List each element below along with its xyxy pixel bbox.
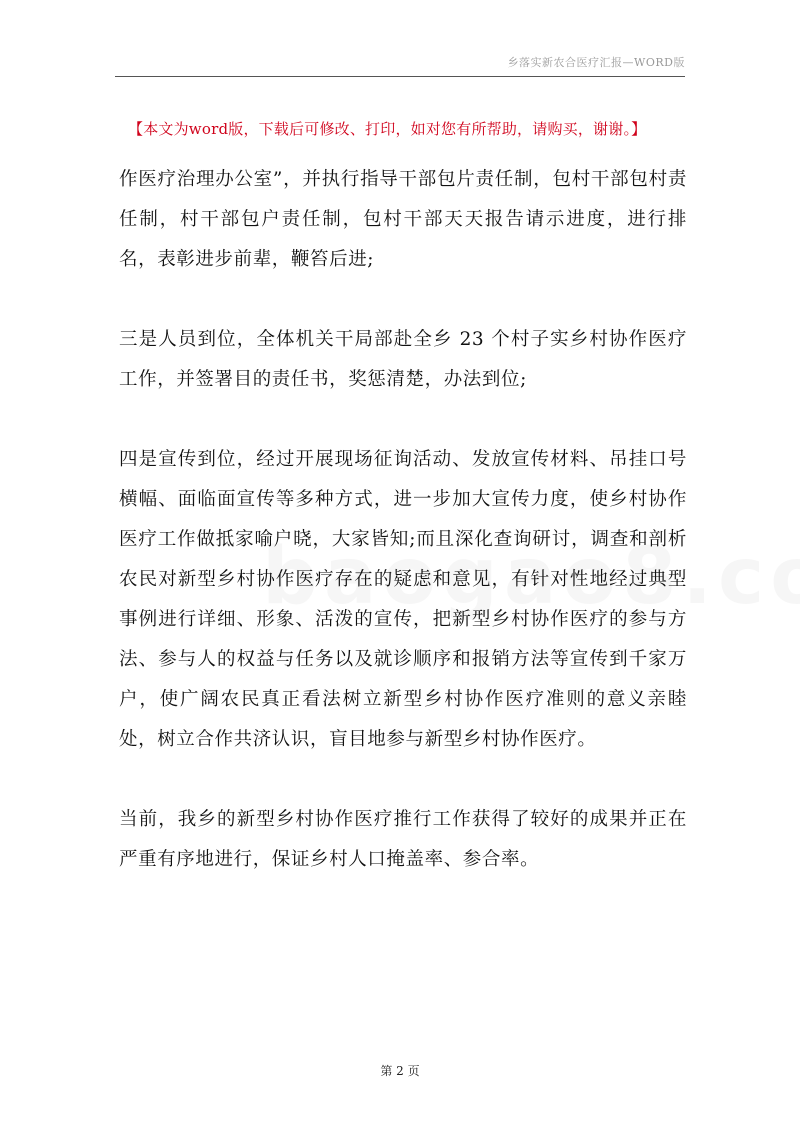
header-title: 乡落实新农合医疗汇报—WORD版 bbox=[507, 56, 685, 69]
paragraph-publicity: 四是宣传到位，经过开展现场征询活动、发放宣传材料、吊挂口号横幅、面临面宣传等多种方式，进一步加大宣传力度，使乡村协作医疗工作做抵家喻户晓，大家皆知;而且深化查询研讨，调查和剖析农民对新型乡村协作医疗存在的疑虑和意见，有针对性地经过典型事例进行详细、形象、活泼的宣传，把新型乡村协作医疗的参与方法、参与人的权益与任务以及就诊顺序和报销方法等宣传到千家万户，使广阔农民真正看法树立新型乡村协作医疗准则的意义亲睦处，树立合作共济认识，盲目地参与新型乡村协作医疗。 bbox=[119, 449, 687, 750]
download-notice: 【本文为word版，下载后可修改、打印，如对您有所帮助，请购买，谢谢。】 bbox=[128, 120, 647, 138]
paragraph-responsibility: 作医疗治理办公室”，并执行指导干部包片责任制，包村干部包村责任制，村干部包户责任制，包村干部天天报告请示进度，进行排名，表彰进步前辈，鞭笞后进; bbox=[119, 169, 687, 270]
document-body bbox=[119, 160, 687, 880]
page-header bbox=[115, 54, 685, 77]
paragraph-current-status: 当前，我乡的新型乡村协作医疗推行工作获得了较好的成果并正在严重有序地进行，保证乡村人口掩盖率、参合率。 bbox=[119, 809, 687, 870]
paragraph-personnel: 三是人员到位，全体机关干局部赴全乡 23 个村子实乡村协作医疗工作，并签署目的责任书，奖惩清楚，办法到位; bbox=[119, 329, 687, 390]
page-number: 第 2 页 bbox=[380, 1064, 420, 1078]
